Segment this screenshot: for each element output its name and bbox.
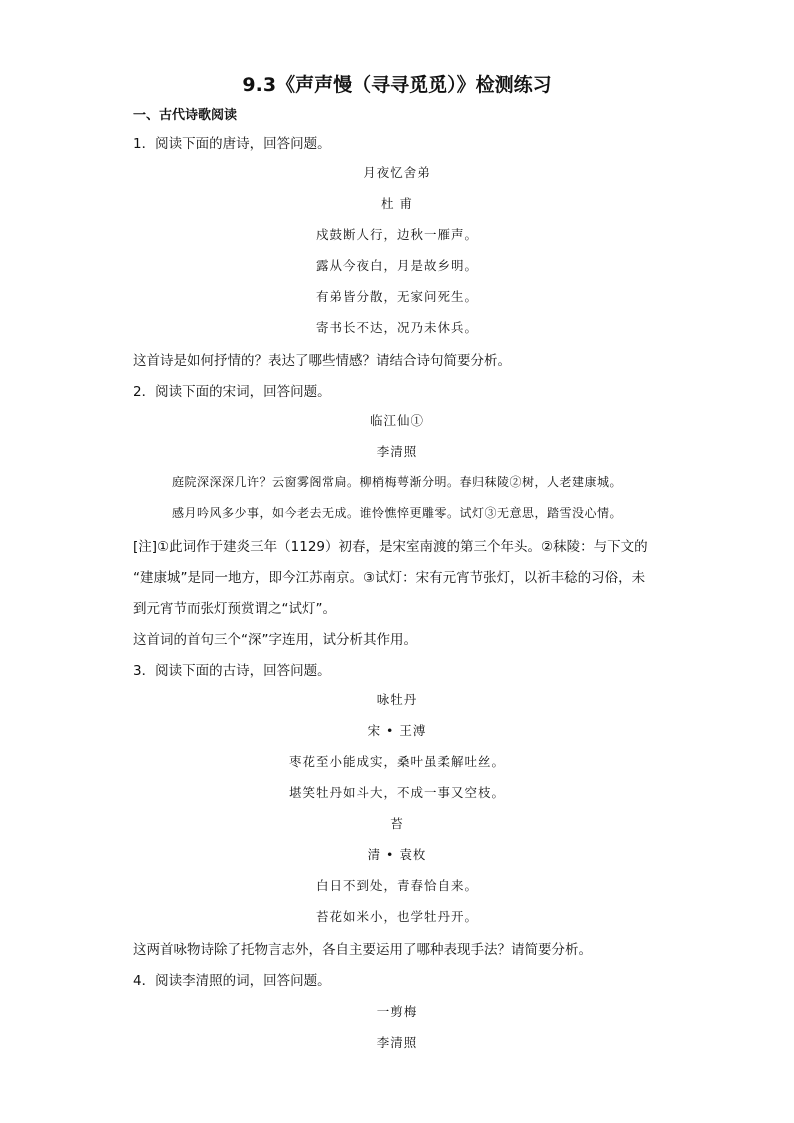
question-3-prompt: 3．阅读下面的古诗，回答问题。: [133, 663, 331, 679]
q1-question: 这首诗是如何抒情的？表达了哪些情感？请结合诗句简要分析。: [133, 353, 511, 369]
q2-poem-line: 感月吟风多少事，如今老去无成。谁怜憔悴更雕零。试灯③无意思，踏雪没心情。: [171, 506, 622, 520]
q3-poem1-line: 枣花至小能成实，桑叶虽柔解吐丝。: [288, 754, 505, 769]
q4-poem-author: 李清照: [376, 1035, 418, 1050]
q3-poem1-author: 宋 • 王溥: [367, 723, 427, 738]
q1-poem-author: 杜 甫: [381, 196, 413, 211]
page-title: 9.3《声声慢（寻寻觅觅）》检测练习: [242, 74, 552, 96]
question-4-prompt: 4．阅读李清照的词，回答问题。: [133, 973, 331, 989]
q1-poem-line: 寄书长不达，况乃未休兵。: [315, 320, 478, 335]
q2-poem-author: 李清照: [376, 444, 418, 459]
q1-poem-line: 露从今夜白，月是故乡明。: [315, 258, 478, 273]
q1-poem-title: 月夜忆舍弟: [363, 165, 431, 180]
q2-note-line: [注]①此词作于建炎三年（1129）初春，是宋室南渡的第三个年头。②秣陵：与下文的: [133, 539, 648, 555]
q3-poem2-title: 苔: [390, 816, 404, 831]
q3-poem2-author: 清 • 袁枚: [367, 847, 427, 862]
question-2-prompt: 2．阅读下面的宋词，回答问题。: [133, 384, 331, 400]
question-1-prompt: 1．阅读下面的唐诗，回答问题。: [133, 136, 331, 152]
q2-note-line: 到元宵节而张灯预赏谓之“试灯”。: [133, 601, 336, 617]
q1-poem-line: 有弟皆分散，无家问死生。: [315, 289, 478, 304]
q3-poem2-line: 白日不到处，青春恰自来。: [315, 878, 478, 893]
q1-poem-line: 戍鼓断人行，边秋一雁声。: [315, 227, 478, 242]
q2-poem-title: 临江仙①: [369, 413, 424, 428]
q2-poem-line: 庭院深深深几许？云窗雾阁常扃。柳梢梅萼渐分明。春归秣陵②树，人老建康城。: [171, 475, 622, 489]
q2-question: 这首词的首句三个“深”字连用，试分析其作用。: [133, 632, 417, 648]
q3-question: 这两首咏物诗除了托物言志外，各自主要运用了哪种表现手法？请简要分析。: [133, 942, 592, 958]
q3-poem2-line: 苔花如米小，也学牡丹开。: [315, 909, 478, 924]
q2-note-line: “建康城”是同一地方，即今江苏南京。③试灯：宋有元宵节张灯，以祈丰稔的习俗，未: [133, 570, 646, 586]
q3-poem1-line: 堪笑牡丹如斗大，不成一事又空枝。: [288, 785, 505, 800]
q4-poem-title: 一剪梅: [376, 1004, 418, 1019]
section-heading: 一、古代诗歌阅读: [133, 108, 238, 123]
q3-poem1-title: 咏牡丹: [376, 692, 418, 707]
